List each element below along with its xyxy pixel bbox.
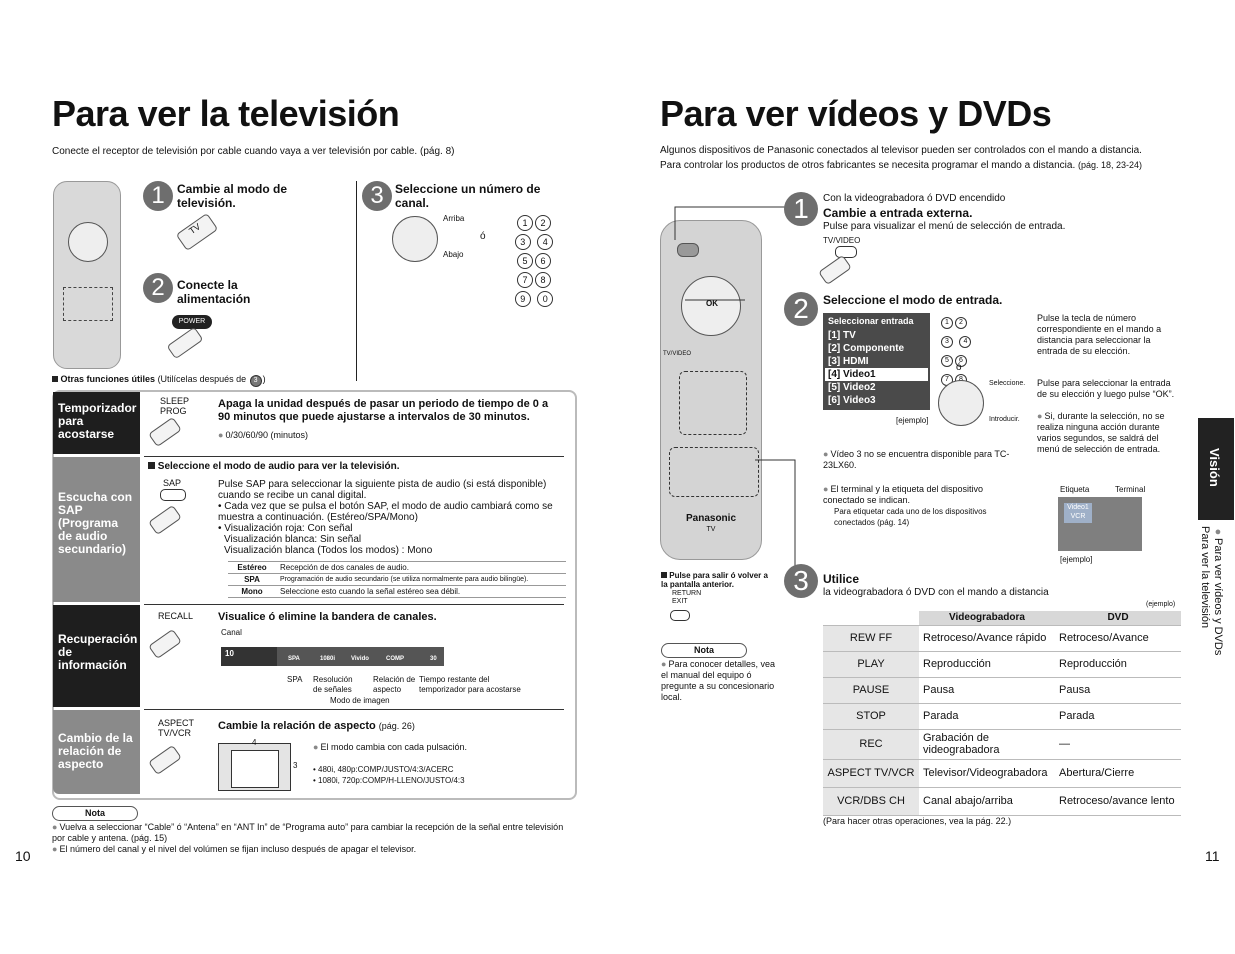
- hand-press-icon: [818, 255, 852, 285]
- tv-video-button-label: TV/VIDEO: [823, 236, 861, 245]
- seleccione-label: Seleccione.: [989, 380, 1026, 387]
- aspect-line-2: • 1080i, 720p:COMP/H-LLENO/JUSTO/4:3: [313, 776, 465, 785]
- dpad-icon: [68, 222, 108, 262]
- key-9: 9: [515, 291, 531, 307]
- divider: [144, 709, 564, 710]
- divider: [144, 604, 564, 605]
- table-row: Mono Seleccione esto cuando la señal estéreo sea débil.: [228, 586, 566, 598]
- banner-resolution: 1080i: [320, 656, 336, 662]
- number-keys: [508, 213, 560, 308]
- step-2-desc-2: Pulse para seleccionar la entrada de su elección y luego pulse “OK”.: [1037, 378, 1175, 399]
- step-3-text: la videograbadora ó DVD con el mando a distancia: [823, 587, 1049, 598]
- sap-button-label: SAP: [163, 478, 182, 488]
- introducir-label: Introducir.: [989, 416, 1020, 423]
- key-1: 1: [941, 317, 953, 329]
- right-intro: [660, 144, 1180, 173]
- step-2-number: 2: [784, 292, 818, 326]
- dpad-icon: [938, 380, 984, 426]
- recall-button-label: RECALL: [158, 611, 194, 621]
- page-number-left: 10: [15, 848, 31, 864]
- sap-line: Visualización blanca (Todos los modos) : Mono: [224, 545, 433, 556]
- key-5: 5: [941, 355, 953, 367]
- right-page-title: Para ver vídeos y DVDs: [660, 93, 1052, 134]
- menu-item[interactable]: [5] Video2: [828, 382, 876, 393]
- table-row: STOP Parada Parada: [823, 703, 1181, 729]
- menu-item-selected[interactable]: [4] Video1: [825, 368, 928, 381]
- key-7: 7: [941, 374, 953, 386]
- banner-aspect: COMP: [386, 656, 404, 662]
- sleep-timer-text: Apaga la unidad después de pasar un periodo de tiempo de 0 a 90 minutos que puede ajustarse a intervalos de 30 minutos.: [218, 398, 549, 423]
- sleep-timer-heading: Temporizador para acostarse: [53, 392, 140, 454]
- otras-bold: Otras funciones útiles: [60, 374, 156, 384]
- key-1: 1: [517, 215, 533, 231]
- ejemplo-label: (ejemplo): [1146, 601, 1176, 608]
- sleep-timer-options: ● 0/30/60/90 (minutos): [218, 430, 308, 440]
- label-aspect: Relación de aspecto: [373, 675, 416, 694]
- key-6: 6: [535, 253, 551, 269]
- dim-3: 3: [293, 761, 298, 770]
- table-row: REW FF Retroceso/Avance rápido Retroceso/Avance: [823, 625, 1181, 651]
- nota-label: Nota: [661, 643, 747, 658]
- otras-funciones: [52, 374, 266, 388]
- nota-item: ● Para conocer detalles, vea el manual del equipo ó pregunte a su concesionario local.: [661, 659, 776, 703]
- divider: [356, 181, 357, 381]
- key-2: 2: [535, 215, 551, 231]
- sap-button-icon: [160, 489, 186, 501]
- table-row: PAUSE Pausa Pausa: [823, 677, 1181, 703]
- divider: [144, 456, 564, 457]
- table-row: PLAY Reproducción Reproducción: [823, 651, 1181, 677]
- menu-item[interactable]: [1] TV: [828, 330, 856, 341]
- key-7: 7: [517, 272, 533, 288]
- ok-label: OK: [706, 299, 718, 308]
- aspect-line-1: • 480i, 480p:COMP/JUSTO/4:3/ACERC: [313, 765, 454, 774]
- power-button: POWER: [172, 315, 212, 329]
- key-4: 4: [537, 234, 553, 250]
- menu-item[interactable]: [3] HDMI: [828, 356, 869, 367]
- hand-press-icon: [166, 327, 203, 360]
- or-label: ó: [480, 231, 486, 242]
- banner-picture-mode: Vivido: [351, 656, 369, 662]
- recall-heading: Recuperación de información: [53, 605, 140, 707]
- right-intro-line: Algunos dispositivos de Panasonic conectados al televisor pueden ser controlados con el mando a distancia.: [660, 145, 1142, 156]
- menu-item[interactable]: [6] Video3: [828, 395, 876, 406]
- label-spa: SPA: [287, 675, 303, 684]
- step-3-number: 3: [362, 181, 392, 211]
- step-1-number: 1: [784, 192, 818, 226]
- step-1-bold: Cambie a entrada externa.: [823, 206, 973, 220]
- left-intro: Conecte el receptor de televisión por cable cuando vaya a ver televisión por cable. (pág. 8): [52, 146, 455, 157]
- banner-timer: 30: [430, 656, 437, 662]
- nota-item: ● Vuelva a seleccionar “Cable” ó “Antena” en “ANT In” de “Programa auto” para cambiar la recepción de la señal entre televisión por cable y antena. (pág. 15): [52, 822, 572, 844]
- table-row: Estéreo Recepción de dos canales de audio.: [228, 562, 566, 574]
- step-1-text: Pulse para visualizar el menú de selección de entrada.: [823, 221, 1066, 232]
- label-picture-mode: Modo de imagen: [330, 696, 390, 705]
- nota-label: Nota: [52, 806, 138, 821]
- key-3: 3: [941, 336, 953, 348]
- banner-channel: 10: [225, 649, 234, 658]
- right-intro-line: Para controlar los productos de otros fabricantes se necesita programar el mando a distancia. (pág. 18, 23-24): [660, 160, 1143, 171]
- step-2-desc-3: ● Si, durante la selección, no se realiza ninguna acción durante varios segundos, se saldrá del menú de selección de entrada.: [1037, 411, 1177, 455]
- key-3: 3: [515, 234, 531, 250]
- remote-control-image: [53, 181, 121, 369]
- video-label-box: Video1 VCR: [1064, 503, 1092, 523]
- screen-example-image: [1058, 497, 1142, 551]
- arriba-label: Arriba: [443, 214, 465, 223]
- sap-section-title: Seleccione el modo de audio para ver la televisión.: [148, 461, 400, 472]
- otras-close: ): [262, 374, 266, 384]
- return-button-icon: [670, 610, 690, 621]
- key-2: 2: [955, 317, 967, 329]
- key-5: 5: [517, 253, 533, 269]
- dim-4: 4: [252, 738, 257, 747]
- step-2-number: 2: [143, 273, 173, 303]
- dvd-table: [823, 611, 1181, 816]
- channel-banner: [221, 647, 444, 666]
- or-label: ó: [956, 362, 962, 373]
- aspect-heading: Cambio de la relación de aspecto: [53, 710, 140, 794]
- side-tab-item[interactable]: Para ver la televisión: [1199, 526, 1211, 629]
- step-1-text: Cambie al modo de televisión.: [177, 182, 288, 210]
- col-header: Videograbadora: [919, 611, 1055, 625]
- step-2-bold: Seleccione el modo de entrada.: [823, 293, 1003, 307]
- brand-logo: Panasonic: [685, 513, 737, 524]
- aspect-diagram: [218, 738, 298, 791]
- col-header: DVD: [1055, 611, 1181, 625]
- terminal-label: Terminal: [1115, 485, 1146, 494]
- canal-label: Canal: [221, 628, 242, 637]
- table-row: VCR/DBS CH Canal abajo/arriba Retroceso/avance lento: [823, 787, 1181, 815]
- key-4: 4: [959, 336, 971, 348]
- label-timer: Tiempo restante del temporizador para acostarse: [419, 675, 521, 694]
- channel-dpad-icon: [392, 216, 438, 262]
- callout-lines: [670, 205, 800, 625]
- step-2-text: Conecte la alimentación: [177, 278, 251, 306]
- otras-rest: (Utilícelas después de: [157, 374, 249, 384]
- sleep-prog-button-label: SLEEP PROG: [160, 396, 190, 416]
- menu-item[interactable]: [2] Componente: [828, 343, 905, 354]
- abajo-label: Abajo: [443, 250, 464, 259]
- tv-label: TV: [706, 526, 716, 533]
- step-2-desc-1: Pulse la tecla de número correspondiente en el mando a distancia para seleccionar la entrada de su elección.: [1037, 313, 1162, 356]
- tv-video-button-icon: [835, 246, 857, 258]
- sap-line: Visualización blanca: Sin señal: [224, 534, 362, 545]
- sap-line: • Visualización roja: Con señal: [218, 523, 353, 534]
- step-2-note-3: Para etiquetar cada uno de los dispositivos conectados (pág. 14): [834, 507, 987, 527]
- label-resolution: Resolución de señales: [313, 675, 353, 694]
- left-page-title: Para ver la televisión: [52, 93, 400, 134]
- sap-heading: Escucha con SAP (Programa de audio secundario): [53, 457, 140, 602]
- step-3-text: Seleccione un número de canal.: [395, 182, 541, 210]
- step-2-note-2: ● El terminal y la etiqueta del dispositivo conectado se indican.: [823, 484, 1018, 506]
- table-header-row: [823, 611, 1181, 625]
- side-tab[interactable]: [1198, 418, 1234, 520]
- side-tab-items: [1198, 526, 1224, 655]
- ejemplo-label: [ejemplo]: [896, 416, 929, 425]
- key-8: 8: [535, 272, 551, 288]
- sap-line: Pulse SAP para seleccionar la siguiente pista de audio (si está disponible) cuando se recibe un canal digital.: [218, 479, 547, 501]
- sap-description: [218, 479, 558, 556]
- step-3-number: 3: [784, 564, 818, 598]
- key-6: 6: [955, 355, 967, 367]
- step-2-note-1: ● Vídeo 3 no se encuentra disponible para TC-23LX60.: [823, 449, 1018, 471]
- side-tab-label: Visión: [1207, 448, 1222, 487]
- input-select-menu: [823, 313, 930, 410]
- pulse-salir: Pulse para salir ó volver a la pantalla anterior.: [661, 571, 768, 589]
- step-1-pre: Con la videograbadora ó DVD encendido: [823, 193, 1006, 204]
- aspect-sub: ● El modo cambia con cada pulsación.: [313, 742, 467, 752]
- nota-item: ● El número del canal y el nivel del volúmen se fijan incluso después de apagar el televisor.: [52, 844, 572, 855]
- audio-mode-table: [228, 561, 566, 598]
- menu-list: [825, 329, 928, 407]
- aspect-button-label: ASPECT TV/VCR: [158, 718, 195, 738]
- otras-ref: 3: [250, 375, 262, 387]
- etiqueta-label: Etiqueta: [1060, 485, 1090, 494]
- step-1-number: 1: [143, 181, 173, 211]
- tv-button-label: TV: [187, 221, 203, 237]
- sap-line: • Cada vez que se pulsa el botón SAP, el modo de audio cambiará como se muestra a continuación. (Estéreo/SPA/Mono): [218, 501, 553, 523]
- table-row: ASPECT TV/VCR Televisor/Videograbadora Abertura/Cierre: [823, 759, 1181, 787]
- menu-title: Seleccionar entrada: [828, 316, 914, 326]
- tvvideo-label: TV/VIDEO: [663, 351, 692, 357]
- recall-text: Visualice ó elimine la bandera de canales.: [218, 611, 437, 623]
- dvd-table-footer: (Para hacer otras operaciones, vea la pág. 22.): [823, 816, 1012, 826]
- table-row: SPA Programación de audio secundario (se utiliza normalmente para audio bilingüe).: [228, 574, 566, 586]
- page-number-right: 11: [1205, 848, 1220, 864]
- key-0: 0: [537, 291, 553, 307]
- return-exit-label: RETURN EXIT: [672, 590, 702, 605]
- side-tab-item[interactable]: ● Para ver vídeos y DVDs: [1211, 526, 1224, 655]
- aspect-text: Cambie la relación de aspecto (pág. 26): [218, 720, 415, 732]
- table-row: REC Grabación de videograbadora —: [823, 729, 1181, 759]
- hand-press-icon: [176, 213, 219, 251]
- number-keypad-icon: [63, 287, 113, 321]
- banner-spa: SPA: [288, 656, 300, 662]
- ejemplo-label: [ejemplo]: [1060, 555, 1093, 564]
- step-3-bold: Utilice: [823, 572, 860, 586]
